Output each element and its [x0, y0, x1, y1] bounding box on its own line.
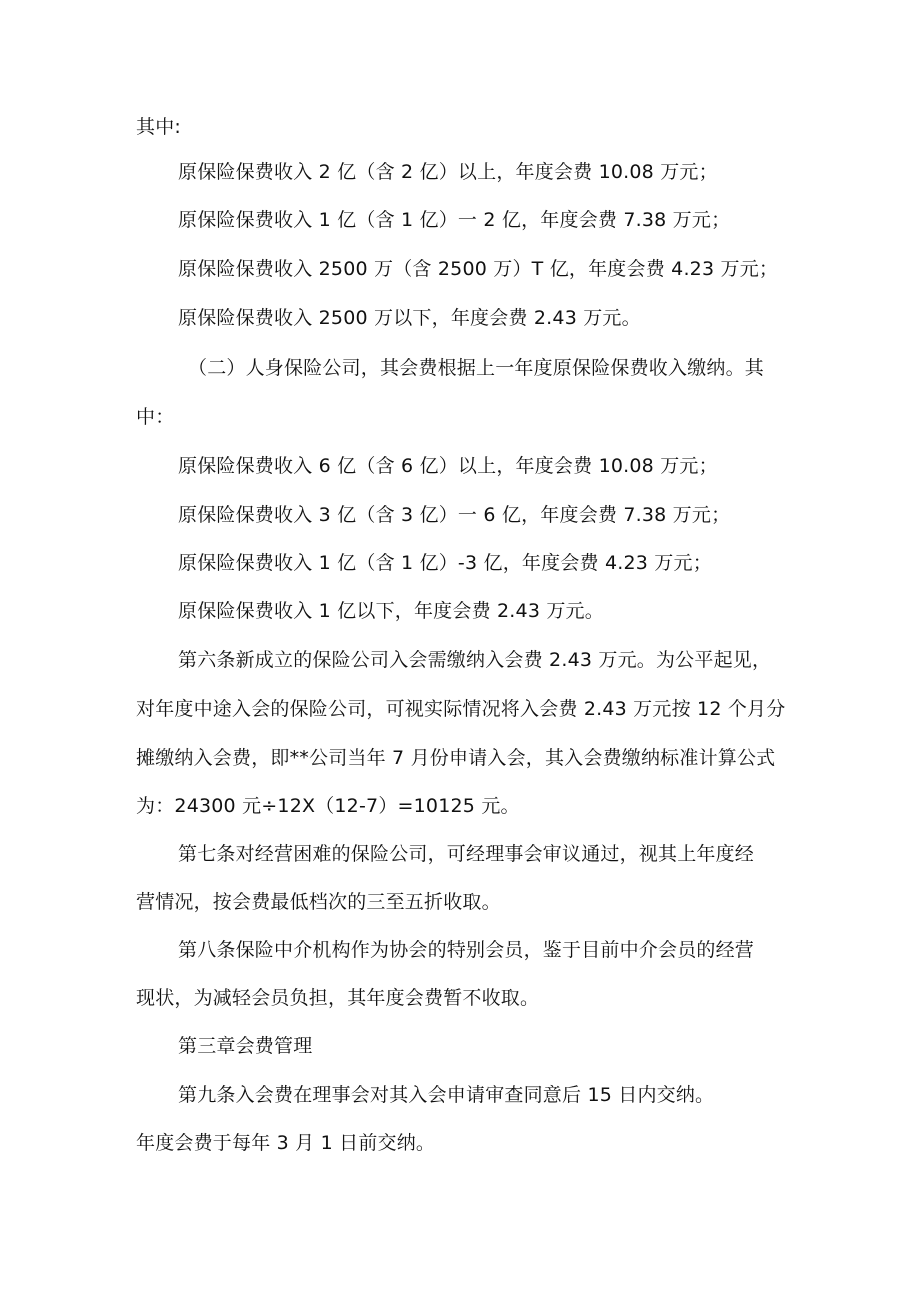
text-line: 对年度中途入会的保险公司，可视实际情况将入会费 2.43 万元按 12 个月分: [136, 698, 786, 720]
text-line: 现状，为减轻会员负担，其年度会费暂不收取。: [136, 987, 540, 1009]
text-line: 其中:: [136, 116, 182, 138]
text-line: 摊缴纳入会费，即**公司当年 7 月份申请入会，其入会费缴纳标准计算公式: [136, 747, 776, 769]
text-line: 为：24300 元÷12X（12-7）=10125 元。: [136, 795, 520, 817]
text-line: 原保险保费收入 6 亿（含 6 亿）以上，年度会费 10.08 万元；: [178, 455, 718, 477]
text-line: 原保险保费收入 2 亿（含 2 亿）以上，年度会费 10.08 万元；: [178, 161, 718, 183]
text-line: 原保险保费收入 1 亿（含 1 亿）-3 亿，年度会费 4.23 万元；: [178, 552, 712, 574]
text-line: 中：: [136, 406, 175, 428]
text-line: 原保险保费收入 3 亿（含 3 亿）一 6 亿，年度会费 7.38 万元；: [178, 504, 731, 526]
article-paragraph: 第九条入会费在理事会对其入会申请审查同意后 15 日内交纳。: [178, 1084, 715, 1106]
text-line: 原保险保费收入 1 亿以下，年度会费 2.43 万元。: [178, 600, 604, 622]
article-paragraph: 第七条对经营困难的保险公司，可经理事会审议通过，视其上年度经: [178, 843, 755, 865]
article-paragraph: 第八条保险中介机构作为协会的特别会员，鉴于目前中介会员的经营: [178, 939, 755, 961]
article-paragraph: 第六条新成立的保险公司入会需缴纳入会费 2.43 万元。为公平起见，: [178, 649, 772, 671]
section-heading: （二）人身保险公司，其会费根据上一年度原保险保费收入缴纳。其: [188, 357, 765, 379]
text-line: 营情况，按会费最低档次的三至五折收取。: [136, 891, 501, 913]
text-line: 原保险保费收入 1 亿（含 1 亿）一 2 亿，年度会费 7.38 万元；: [178, 209, 731, 231]
chapter-heading: 第三章会费管理: [178, 1035, 313, 1057]
text-line: 年度会费于每年 3 月 1 日前交纳。: [136, 1132, 436, 1154]
text-line: 原保险保费收入 2500 万（含 2500 万）T 亿，年度会费 4.23 万元；: [178, 258, 779, 280]
text-line: 原保险保费收入 2500 万以下，年度会费 2.43 万元。: [178, 307, 641, 329]
